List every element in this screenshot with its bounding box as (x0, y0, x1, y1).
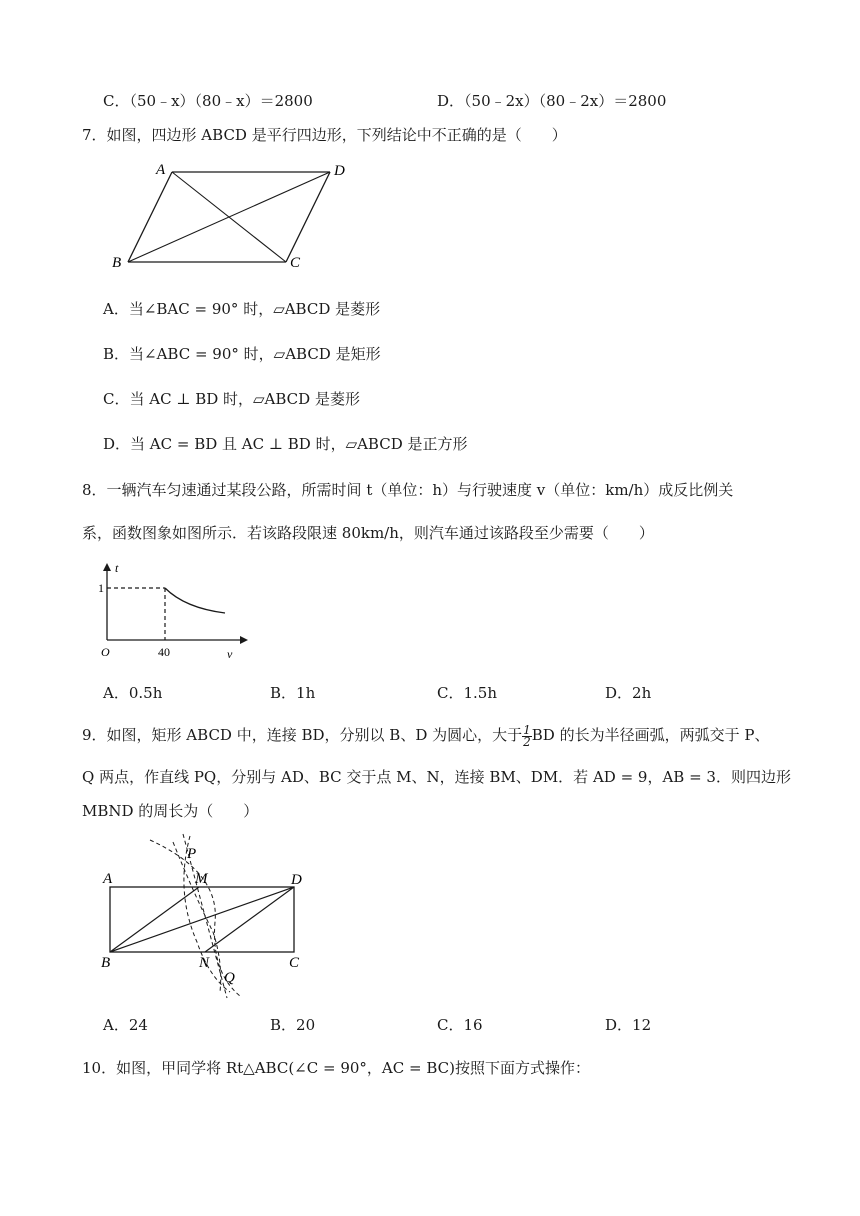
q8-option-d: D．2h (605, 684, 652, 702)
q7-parallelogram-figure (100, 155, 360, 275)
q7-option-c: C．当 AC ⊥ BD 时，▱ABCD 是菱形 (103, 390, 360, 408)
q9-label-b: B (101, 955, 111, 971)
q8-inverse-proportion-graph (95, 560, 255, 665)
q8-axis-t: t (115, 561, 119, 575)
q7-option-a: A．当∠BAC = 90° 时，▱ABCD 是菱形 (103, 300, 381, 318)
q10-stem: 10．如图，甲同学将 Rt△ABC(∠C = 90°，AC = BC)按照下面方式操作： (82, 1059, 590, 1077)
q6-option-c: C．（50﹣x）（80﹣x）＝2800 (103, 92, 313, 110)
q8-stem-line2: 系，函数图象如图所示．若该路段限速 80km/h，则汽车通过该路段至少需要（ ） (82, 524, 654, 542)
q8-origin: O (101, 645, 110, 659)
q9-stem-line3: MBND 的周长为（ ） (82, 802, 259, 820)
q9-label-a: A (103, 871, 113, 887)
q9-fraction-num: 1 (523, 722, 531, 737)
q7-option-b: B．当∠ABC = 90° 时，▱ABCD 是矩形 (103, 345, 381, 363)
q9-label-m: M (195, 871, 208, 887)
q8-tick-40: 40 (158, 645, 170, 659)
q9-rectangle-figure (95, 832, 325, 1002)
q8-axis-v: v (227, 647, 233, 661)
q7-label-a: A (156, 162, 166, 178)
q9-label-q: Q (224, 970, 235, 986)
q9-label-d: D (291, 872, 302, 888)
q6-option-d: D．（50﹣2x）（80﹣2x）＝2800 (437, 92, 667, 110)
q9-stem-line1-a: 9．如图，矩形 ABCD 中，连接 BD，分别以 B、D 为圆心，大于 (82, 726, 523, 744)
q9-stem-line1 (82, 724, 769, 748)
q7-stem: 7．如图，四边形 ABCD 是平行四边形，下列结论中不正确的是（ ） (82, 126, 567, 144)
q8-stem-line1: 8．一辆汽车匀速通过某段公路，所需时间 t（单位：h）与行驶速度 v（单位：km/h）成反比例关 (82, 481, 734, 499)
q8-option-a: A．0.5h (103, 684, 163, 702)
q7-label-c: C (290, 255, 301, 271)
q7-label-d: D (334, 163, 345, 179)
q9-option-d: D．12 (605, 1016, 652, 1034)
q8-option-c: C．1.5h (437, 684, 497, 702)
q9-stem-line2: Q 两点，作直线 PQ，分别与 AD、BC 交于点 M、N，连接 BM、DM．若 AD = 9，AB = 3．则四边形 (82, 768, 791, 786)
q9-fraction (522, 722, 532, 749)
q7-option-d: D．当 AC = BD 且 AC ⊥ BD 时，▱ABCD 是正方形 (103, 435, 468, 453)
q9-label-p: P (187, 846, 197, 862)
q8-tick-1: 1 (98, 581, 104, 595)
q9-option-b: B．20 (270, 1016, 316, 1034)
q9-option-c: C．16 (437, 1016, 483, 1034)
q7-label-b: B (112, 255, 122, 271)
q9-label-n: N (199, 955, 210, 971)
q8-option-b: B．1h (270, 684, 316, 702)
q9-label-c: C (289, 955, 300, 971)
q9-option-a: A．24 (103, 1016, 148, 1034)
q9-stem-line1-b: BD 的长为半径画弧，两弧交于 P、 (531, 726, 770, 744)
q9-fraction-den: 2 (523, 734, 531, 749)
